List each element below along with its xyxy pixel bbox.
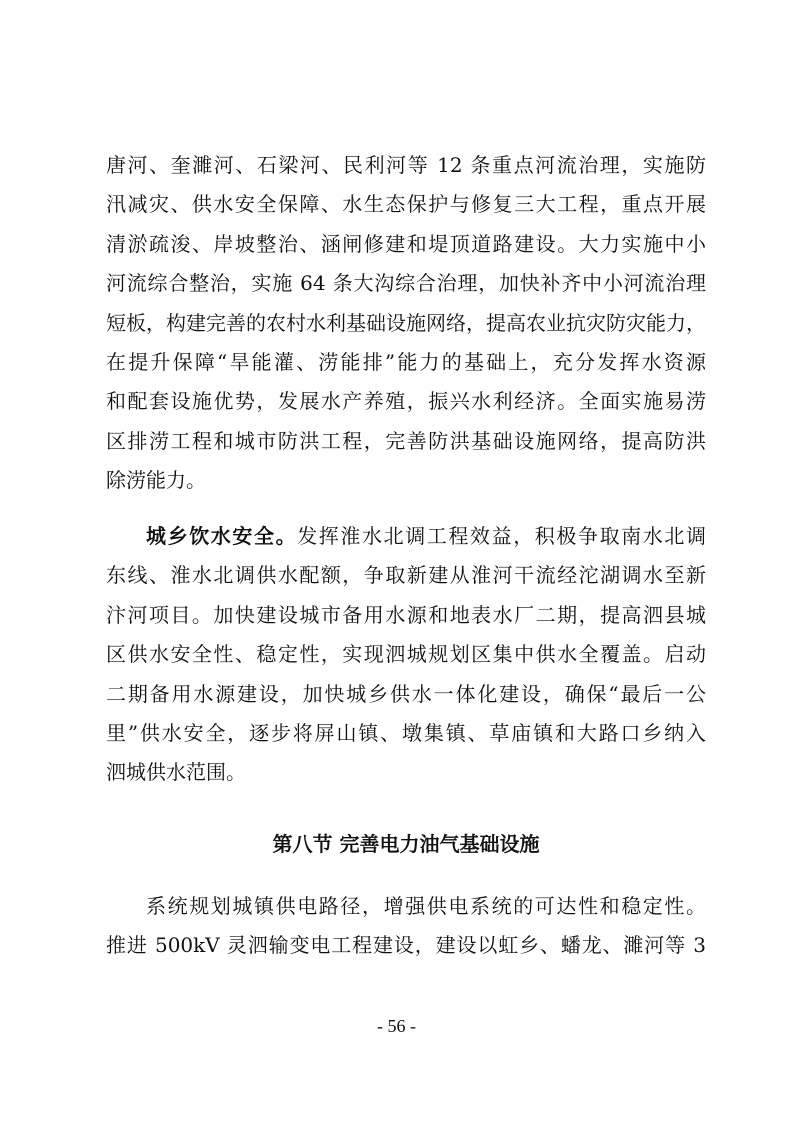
text-line: 泗城供水范围。 [106, 760, 246, 785]
text-line: 河流综合整治，实施 64 条大沟综合治理，加快补齐中小河流治理 [106, 271, 706, 296]
section-heading: 第八节 完善电力油气基础设施 [272, 832, 540, 856]
text-line: 里”供水安全，逐步将屏山镇、墩集镇、草庙镇和大路口乡纳入 [106, 720, 706, 745]
text-line: 推进 500kV 灵泗输变电工程建设，建设以虹乡、蟠龙、濉河等 3 [106, 933, 706, 958]
text-line: 唐河、奎濉河、石梁河、民利河等 12 条重点河流治理，实施防 [106, 153, 706, 177]
text-line: 清淤疏浚、岸坡整治、涵闸修建和堤顶道路建设。大力实施中小 [106, 231, 706, 256]
text-line: 和配套设施优势，发展水产养殖，振兴水利经济。全面实施易涝 [106, 389, 706, 414]
text-line: 区排涝工程和城市防洪工程，完善防洪基础设施网络，提高防洪 [106, 428, 706, 453]
text-line: 区供水安全性、稳定性，实现泗城规划区集中供水全覆盖。启动 [106, 642, 706, 667]
text-line: 汛减灾、供水安全保障、水生态保护与修复三大工程，重点开展 [106, 192, 706, 217]
page-number: - 56 - [377, 1016, 416, 1036]
text-line: 短板，构建完善的农村水利基础设施网络，提高农业抗灾防灾能力， [106, 310, 706, 335]
inline-text: 发挥淮水北调工程效益，积极争取南水北调 [297, 524, 707, 548]
paragraph-drinking-water [106, 517, 706, 793]
paragraph-power-supply [106, 887, 706, 966]
text-line: 系统规划城镇供电路径，增强供电系统的可达性和稳定性。 [146, 894, 706, 918]
text-line: 在提升保障“旱能灌、涝能排”能力的基础上，充分发挥水资源 [106, 349, 706, 374]
text-line: 除涝能力。 [106, 468, 206, 493]
paragraph-water-conservancy [106, 146, 706, 501]
text-line-with-heading [106, 517, 706, 556]
inline-heading: 城乡饮水安全。 [146, 524, 298, 548]
text-line: 东线、淮水北调供水配额，争取新建从淮河干流经沱湖调水至新 [106, 563, 706, 588]
text-line: 汴河项目。加快建设城市备用水源和地表水厂二期，提高泗县城 [106, 602, 706, 627]
text-line: 二期备用水源建设，加快城乡供水一体化建设，确保“最后一公 [106, 681, 706, 706]
